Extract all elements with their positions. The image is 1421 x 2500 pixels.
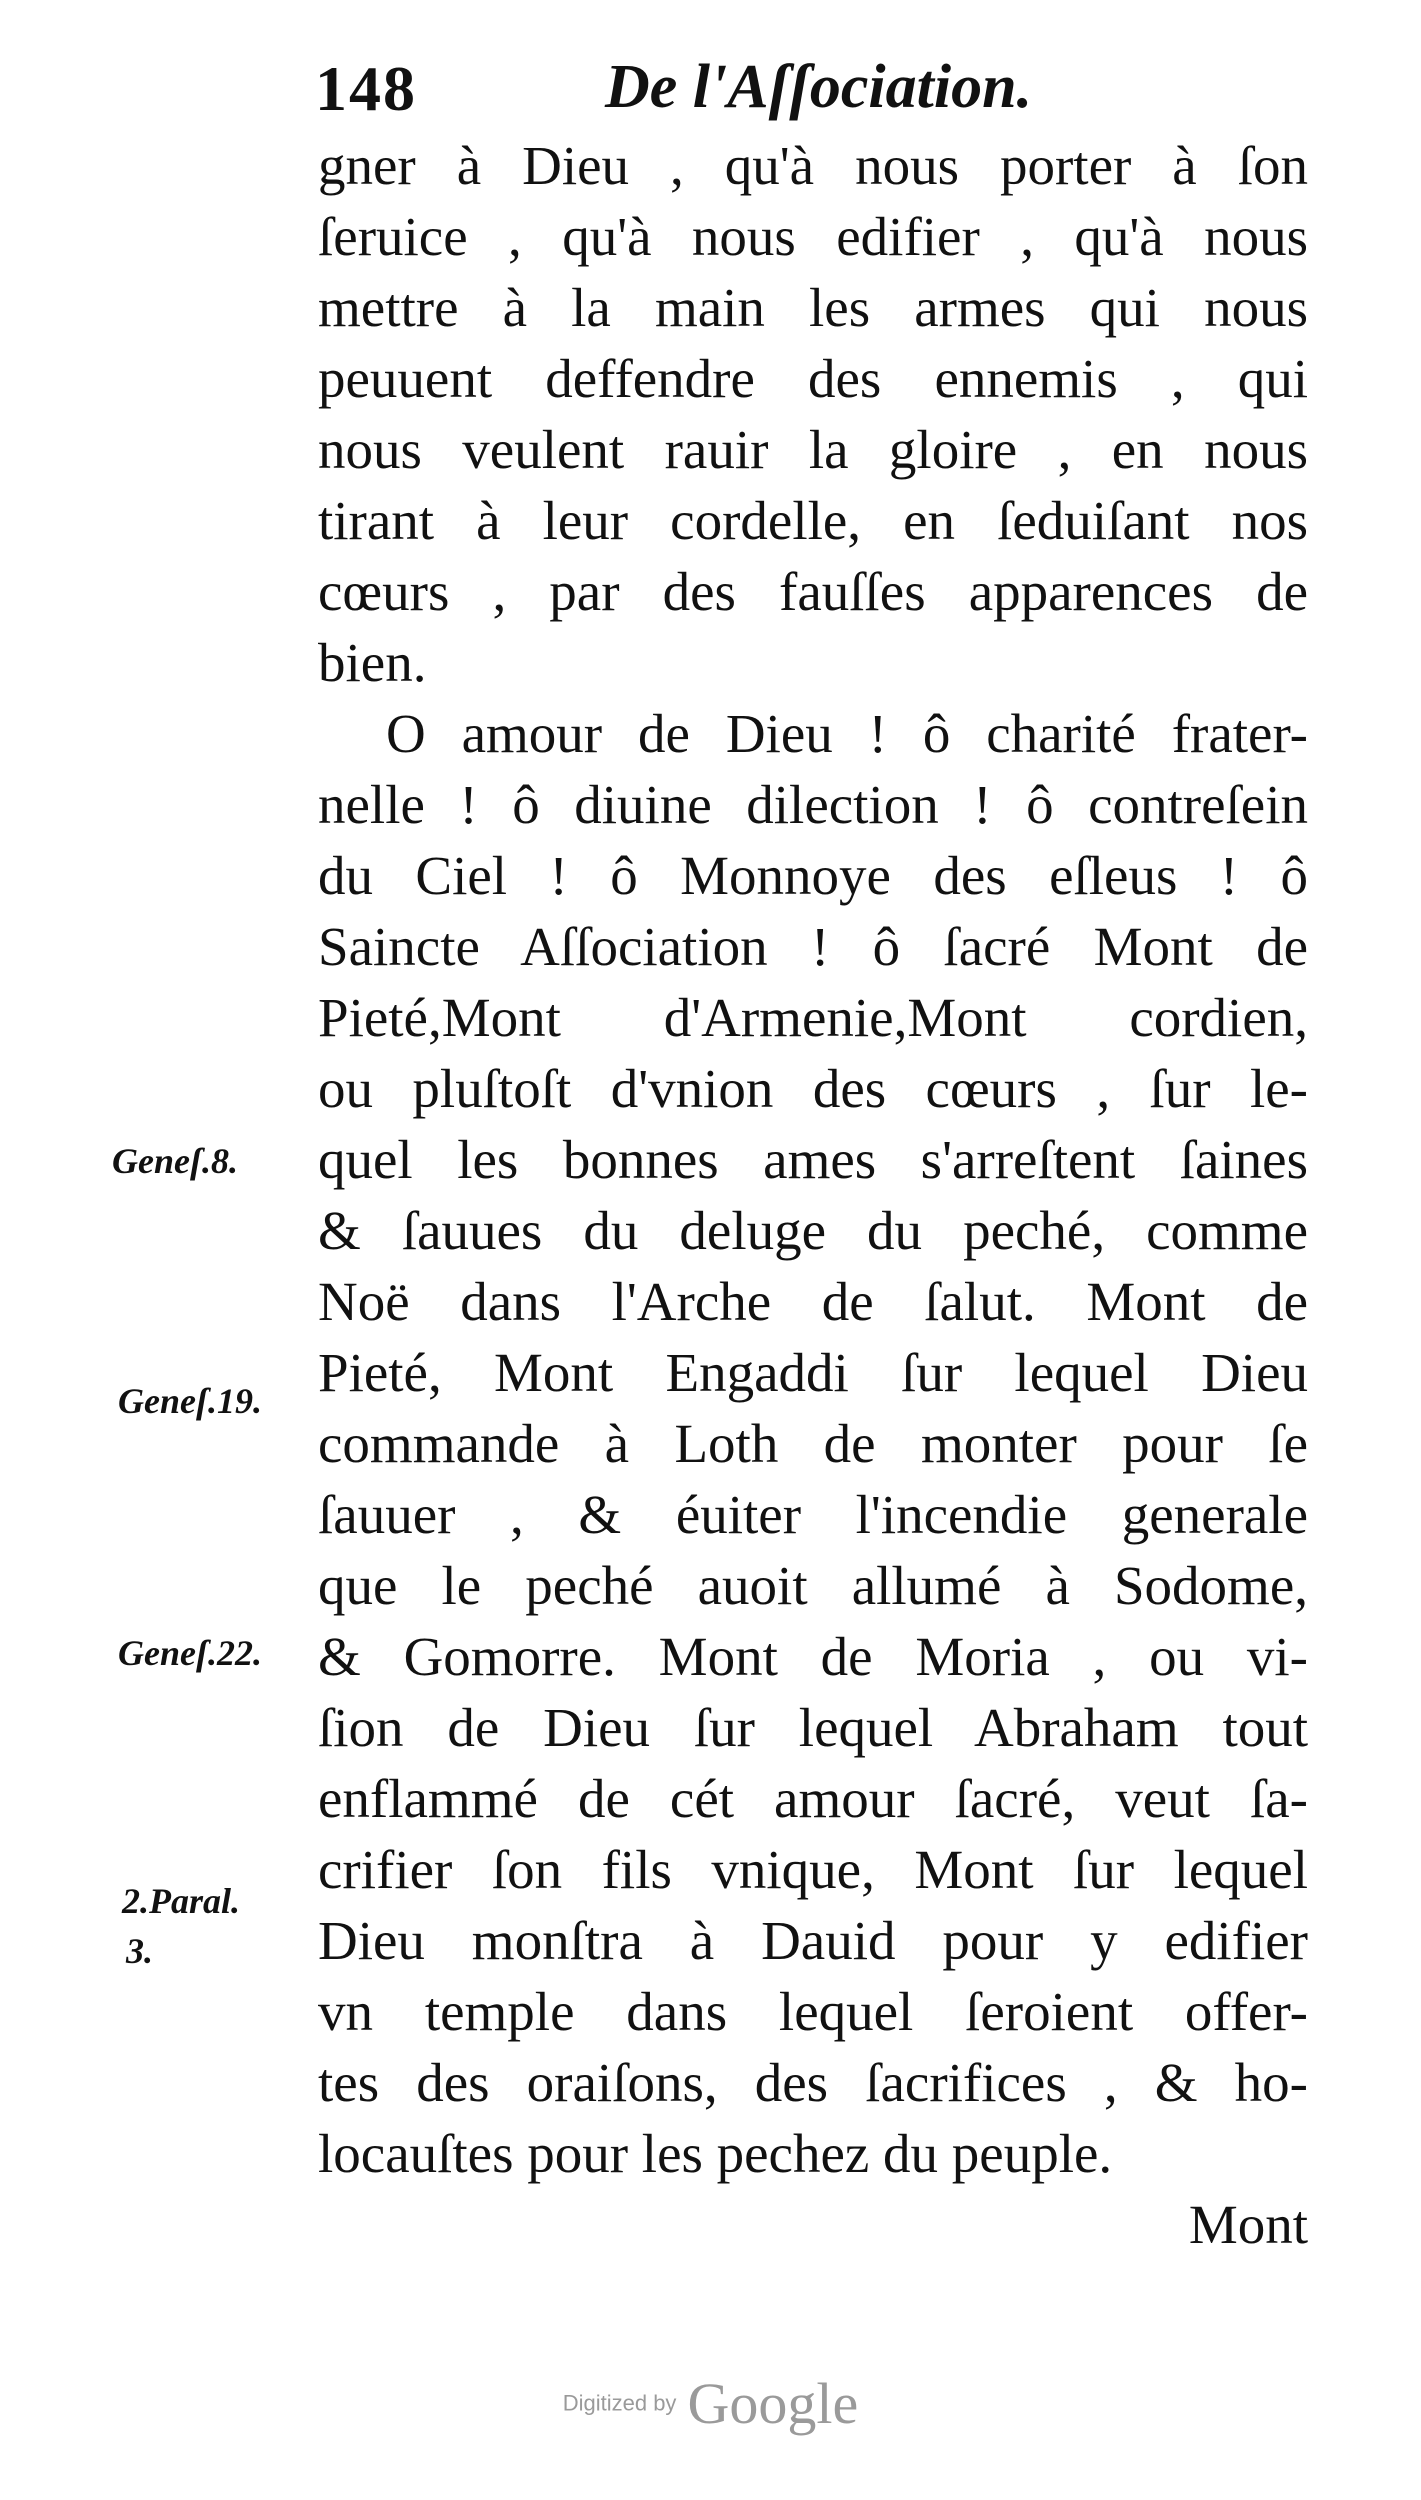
text-line: que le peché auoit allumé à Sodome, (318, 1555, 1308, 1616)
text-line: bien. (318, 632, 427, 693)
text-line: locauſtes pour les pechez du peuple. (318, 2123, 1113, 2184)
text-line: crifier ſon fils vnique, Mont ſur lequel (318, 1839, 1308, 1900)
text-line: nous veulent rauir la gloire , en nous (318, 419, 1308, 480)
digitization-footer (0, 2370, 1421, 2437)
text-line: Saincte Aſſociation ! ô ſacré Mont de (318, 916, 1308, 977)
text-line: ou pluſtoſt d'vnion des cœurs , ſur le- (318, 1058, 1308, 1119)
text-line: du Ciel ! ô Monnoye des eſleus ! ô (318, 845, 1308, 906)
text-line: mettre à la main les armes qui nous (318, 277, 1308, 338)
google-logo: Google (687, 2371, 859, 2436)
margin-note-paralipomenon: 2.Paral. (122, 1881, 241, 1921)
margin-note-genesis-8: Geneſ.8. (112, 1141, 238, 1181)
text-line: peuuent deffendre des ennemis , qui (318, 348, 1308, 409)
text-line: Pieté,Mont d'Armenie,Mont cordien, (318, 987, 1308, 1048)
text-line: & ſauues du deluge du peché, comme (318, 1200, 1308, 1261)
text-line: quel les bonnes ames s'arreſtent ſaines (318, 1129, 1308, 1190)
text-line: tirant à leur cordelle, en ſeduiſant nos (318, 490, 1308, 551)
text-line: tes des oraiſons, des ſacrifices , & ho- (318, 2052, 1308, 2113)
margin-note-genesis-19: Geneſ.19. (118, 1381, 262, 1421)
page-header (315, 52, 1115, 132)
text-line: ſion de Dieu ſur lequel Abraham tout (318, 1697, 1308, 1758)
digitized-by-label: Digitized by (562, 2390, 677, 2416)
text-line: Dieu monſtra à Dauid pour y edifier (318, 1910, 1308, 1971)
text-line: cœurs , par des fauſſes apparences de (318, 561, 1308, 622)
text-line: ſauuer , & éuiter l'incendie generale (318, 1484, 1308, 1545)
margin-note-genesis-22: Geneſ.22. (118, 1633, 262, 1673)
margin-note-paralipomenon-chapter: 3. (126, 1931, 153, 1971)
text-line: vn temple dans lequel ſeroient offer- (318, 1981, 1308, 2042)
text-line: gner à Dieu , qu'à nous porter à ſon (318, 135, 1308, 196)
text-line: Noë dans l'Arche de ſalut. Mont de (318, 1271, 1308, 1332)
text-line: commande à Loth de monter pour ſe (318, 1413, 1308, 1474)
running-title: De l'Aſſociation. (605, 53, 1033, 121)
paragraph-start-line: O amour de Dieu ! ô charité frater- (386, 703, 1308, 764)
text-line: Pieté, Mont Engaddi ſur lequel Dieu (318, 1342, 1308, 1403)
page-number: 148 (315, 53, 417, 124)
body-text (318, 130, 1308, 2260)
text-line: ſeruice , qu'à nous edifier , qu'à nous (318, 206, 1308, 267)
text-line: nelle ! ô diuine dilection ! ô contreſein (318, 774, 1308, 835)
text-line: enflammé de cét amour ſacré, veut ſa- (318, 1768, 1308, 1829)
catchword: Mont (1188, 2194, 1308, 2255)
text-line: & Gomorre. Mont de Moria , ou vi- (318, 1626, 1308, 1687)
